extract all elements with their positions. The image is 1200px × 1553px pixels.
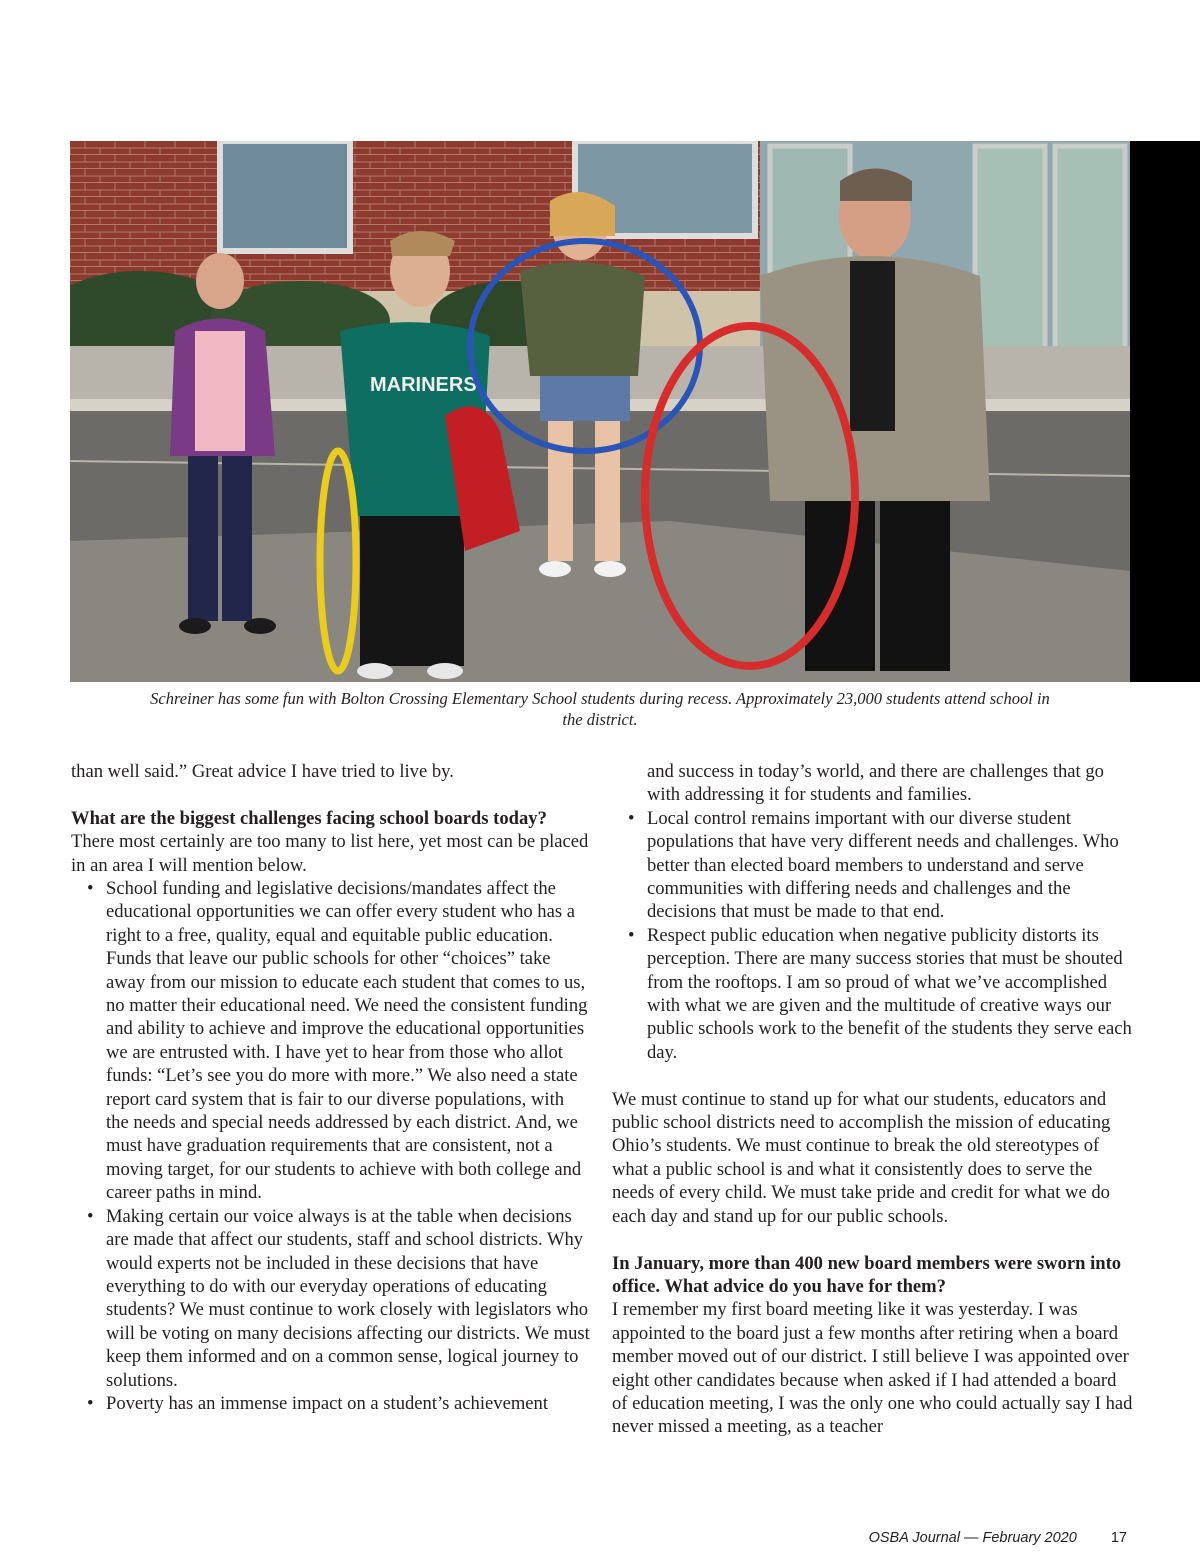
- question-heading: What are the biggest challenges facing school boards today?: [71, 807, 547, 829]
- bullet-continuation: and success in today’s world, and there are challenges that go with addressing it for students and families.: [647, 761, 1104, 806]
- page-number: 17: [1110, 1530, 1127, 1546]
- list-item: • Local control remains important with our diverse student populations that have very different needs and challenges. Who better than elected board members to understand and serve communities with differing needs and challenges and the decisions that must be made to that end.: [612, 807, 1134, 924]
- body-paragraph: We must continue to stand up for what our students, educators and public school districts need to accomplish the mission of educating Ohio’s students. We must continue to break the old stereotypes of what a public school is and what it consistently does to serve the needs of every child. We must take pride and credit for what we do each day and stand up for our public schools.: [612, 1088, 1111, 1227]
- list-item: • Poverty has an immense impact on a student’s achievement: [71, 1392, 591, 1415]
- challenges-list-continued: [612, 807, 1134, 1064]
- jersey-text: MARINERS: [370, 374, 477, 396]
- answer-paragraph: There most certainly are too many to list here, yet most can be placed in an area I will mention below.: [71, 831, 589, 876]
- right-column: [612, 760, 1134, 1439]
- challenges-list: [71, 877, 591, 1415]
- intro-text: than well said.” Great advice I have tried to live by.: [71, 761, 454, 782]
- photo-caption: [70, 688, 1130, 730]
- question-heading: In January, more than 400 new board members were sworn into office. What advice do you have for them?: [612, 1252, 1122, 1297]
- list-item: • School funding and legislative decisions/mandates affect the educational opportunities we can offer every student who has a right to a free, quality, equal and equitable public education. Funds that leave our public schools for other “choices” take away from our mission to educate each student that comes to us, no matter their educational need. We need the consistent funding and ability to achieve and improve the educational opportunities we are entrusted with. I have yet to hear from those who allot funds: “Let’s see you do more with more.” We also need a state report card system that is fair to our diverse populations, with the needs and special needs addressed by each district. And, we must have graduation requirements that are consistent, not a moving target, for our students to achieve with both college and career paths in mind.: [71, 877, 591, 1205]
- list-item: • Making certain our voice always is at the table when decisions are made that affect our students, staff and school districts. Why would experts not be included in these decisions that have everything to do with our everyday operations of educating students? We must continue to work closely with legislators who will be voting on many decisions affecting our districts. We must keep them informed and on a common sense, logical journey to solutions.: [71, 1205, 591, 1392]
- page-footer: [869, 1530, 1127, 1546]
- caption-line-2: the district.: [562, 710, 638, 729]
- feature-photo: [70, 141, 1130, 682]
- list-item: • Respect public education when negative publicity distorts its perception. There are many success stories that must be shouted from the rooftops. I am so proud of what we’ve accomplished with what we are given and the multitude of creative ways our public schools work to the benefit of the students they serve each day.: [612, 924, 1134, 1064]
- journal-title: OSBA Journal — February 2020: [868, 1530, 1077, 1546]
- answer-paragraph: I remember my first board meeting like it was yesterday. I was appointed to the board just a few months after retiring when a board member moved out of our district. I still believe I was appointed over eight other candidates because when asked if I had attended a board of education meeting, I was the only one who could actually say I had never missed a meeting, as a teacher: [612, 1299, 1133, 1438]
- caption-line-1: Schreiner has some fun with Bolton Crossing Elementary School students during recess. Approximately 23,000 students attend school in: [150, 689, 1050, 708]
- page-edge-bar: [1130, 141, 1200, 682]
- photo-school-recess-icon: [70, 141, 1130, 682]
- left-column: [71, 760, 591, 1415]
